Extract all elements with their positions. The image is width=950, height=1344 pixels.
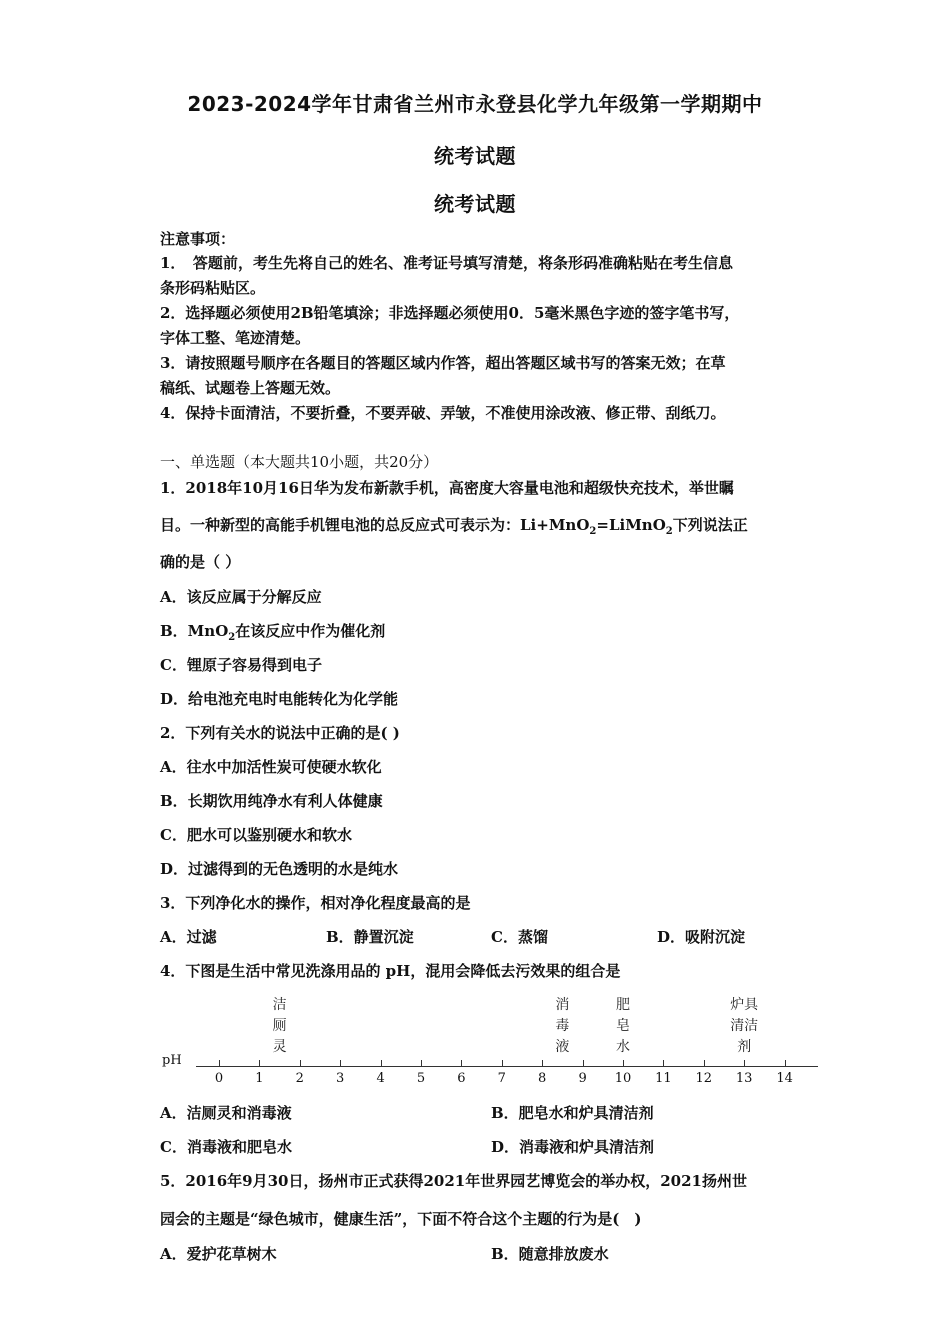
q3-option-c: C．蒸馏 bbox=[491, 928, 548, 946]
ph-tick-label: 14 bbox=[776, 1071, 793, 1086]
q4-stem: 4．下图是生活中常见洗涤用品的 pH，混用会降低去污效果的组合是 bbox=[160, 962, 621, 980]
ph-tick-mark bbox=[421, 1060, 422, 1066]
ph-tick-mark bbox=[744, 1060, 745, 1066]
exam-title-line1: 2023-2024学年甘肃省兰州市永登县化学九年级第一学期期中 bbox=[187, 92, 763, 116]
ph-tick-label: 4 bbox=[376, 1071, 385, 1086]
ph-product-label: 炉具 清洁 剂 bbox=[730, 997, 759, 1055]
ph-tick-mark bbox=[704, 1060, 705, 1066]
ph-tick-mark bbox=[381, 1060, 382, 1066]
ph-tick-mark bbox=[542, 1060, 543, 1066]
ph-tick-mark bbox=[502, 1060, 503, 1066]
q5-stem-line1: 5．2016年9月30日，扬州市正式获得2021年世界园艺博览会的举办权，2021扬州世 bbox=[160, 1172, 747, 1190]
ph-tick-label: 3 bbox=[336, 1071, 345, 1086]
q5-stem-line2: 园会的主题是“绿色城市，健康生活”，下面不符合这个主题的行为是( ) bbox=[160, 1210, 642, 1228]
q3-option-d: D．吸附沉淀 bbox=[657, 928, 746, 946]
ph-tick-mark bbox=[340, 1060, 341, 1066]
q4-option-b: B．肥皂水和炉具清洁剂 bbox=[491, 1104, 654, 1122]
q5-option-a: A．爱护花草树木 bbox=[160, 1245, 277, 1263]
notice-item: 字体工整、笔迹清楚。 bbox=[160, 329, 311, 347]
q3-stem: 3．下列净化水的操作，相对净化程度最高的是 bbox=[160, 894, 471, 912]
ph-axis-label: pH bbox=[162, 1053, 182, 1068]
ph-tick-label: 12 bbox=[695, 1071, 713, 1086]
ph-axis-line bbox=[196, 1066, 818, 1067]
ph-tick-label: 6 bbox=[457, 1071, 466, 1086]
section-heading: 一、单选题（本大题共10小题，共20分） bbox=[160, 453, 439, 471]
q1-option-b: B．MnO$_2$在该反应中作为催化剂 bbox=[160, 622, 386, 643]
ph-product-label: 肥 皂 水 bbox=[616, 997, 630, 1055]
q4-option-c: C．消毒液和肥皂水 bbox=[160, 1138, 292, 1156]
notice-item: 2．选择题必须使用2B铅笔填涂；非选择题必须使用0．5毫米黑色字迹的签字笔书写， bbox=[160, 304, 740, 322]
ph-tick-label: 13 bbox=[735, 1071, 753, 1086]
q5-option-b: B．随意排放废水 bbox=[491, 1245, 609, 1263]
q1-stem-line3: 确的是（ ） bbox=[160, 553, 241, 571]
q1-option-a: A．该反应属于分解反应 bbox=[160, 588, 322, 606]
ph-tick-mark bbox=[663, 1060, 664, 1066]
ph-tick-label: 1 bbox=[255, 1071, 264, 1086]
ph-tick-label: 10 bbox=[614, 1071, 632, 1086]
q3-option-b: B．静置沉淀 bbox=[326, 928, 414, 946]
q1-stem-line2: 目。一种新型的高能手机锂电池的总反应式可表示为：Li+MnO$_2$=LiMnO$_2$下列说法正 bbox=[160, 516, 748, 537]
ph-tick-mark bbox=[461, 1060, 462, 1066]
q1-option-d: D．给电池充电时电能转化为化学能 bbox=[160, 690, 399, 708]
notice-item: 1． 答题前，考生先将自己的姓名、准考证号填写清楚，将条形码准确粘贴在考生信息 bbox=[160, 254, 733, 272]
ph-tick-label: 7 bbox=[497, 1071, 506, 1086]
q2-option-b: B．长期饮用纯净水有利人体健康 bbox=[160, 792, 383, 810]
ph-tick-mark bbox=[785, 1060, 786, 1066]
ph-product-label: 消 毒 液 bbox=[555, 997, 570, 1055]
ph-tick-label: 11 bbox=[655, 1071, 672, 1086]
q2-option-c: C．肥水可以鉴别硬水和软水 bbox=[160, 826, 352, 844]
notice-item: 4．保持卡面清洁，不要折叠，不要弄破、弄皱，不准使用涂改液、修正带、刮纸刀。 bbox=[160, 404, 726, 422]
q3-option-a: A．过滤 bbox=[160, 928, 217, 946]
ph-tick-label: 0 bbox=[214, 1071, 224, 1086]
exam-title-line3: 统考试题 bbox=[434, 192, 516, 216]
q4-option-a: A．洁厕灵和消毒液 bbox=[160, 1104, 292, 1122]
ph-tick-label: 5 bbox=[416, 1071, 426, 1086]
q2-stem: 2．下列有关水的说法中正确的是( ) bbox=[160, 724, 400, 742]
q1-option-c: C．锂原子容易得到电子 bbox=[160, 656, 322, 674]
notice-heading: 注意事项： bbox=[160, 230, 236, 248]
ph-tick-label: 9 bbox=[578, 1071, 587, 1086]
ph-tick-label: 8 bbox=[538, 1071, 547, 1086]
ph-product-label: 洁 厕 灵 bbox=[272, 997, 287, 1055]
notice-item: 稿纸、试题卷上答题无效。 bbox=[160, 379, 341, 397]
notice-item: 条形码粘贴区。 bbox=[160, 279, 266, 297]
q4-option-d: D．消毒液和炉具清洁剂 bbox=[491, 1138, 655, 1156]
ph-tick-mark bbox=[583, 1060, 584, 1066]
ph-tick-mark bbox=[219, 1060, 220, 1066]
ph-tick-mark bbox=[623, 1060, 624, 1066]
q2-option-a: A．往水中加活性炭可使硬水软化 bbox=[160, 758, 382, 776]
ph-tick-mark bbox=[300, 1060, 301, 1066]
ph-tick-mark bbox=[259, 1060, 260, 1066]
exam-title-line2: 统考试题 bbox=[434, 144, 516, 168]
ph-tick-label: 2 bbox=[295, 1071, 304, 1086]
q2-option-d: D．过滤得到的无色透明的水是纯水 bbox=[160, 860, 399, 878]
q1-stem-line1: 1．2018年10月16日华为发布新款手机，高密度大容量电池和超级快充技术，举世瞩 bbox=[160, 479, 734, 497]
notice-item: 3．请按照题号顺序在各题目的答题区域内作答，超出答题区域书写的答案无效；在草 bbox=[160, 354, 726, 372]
